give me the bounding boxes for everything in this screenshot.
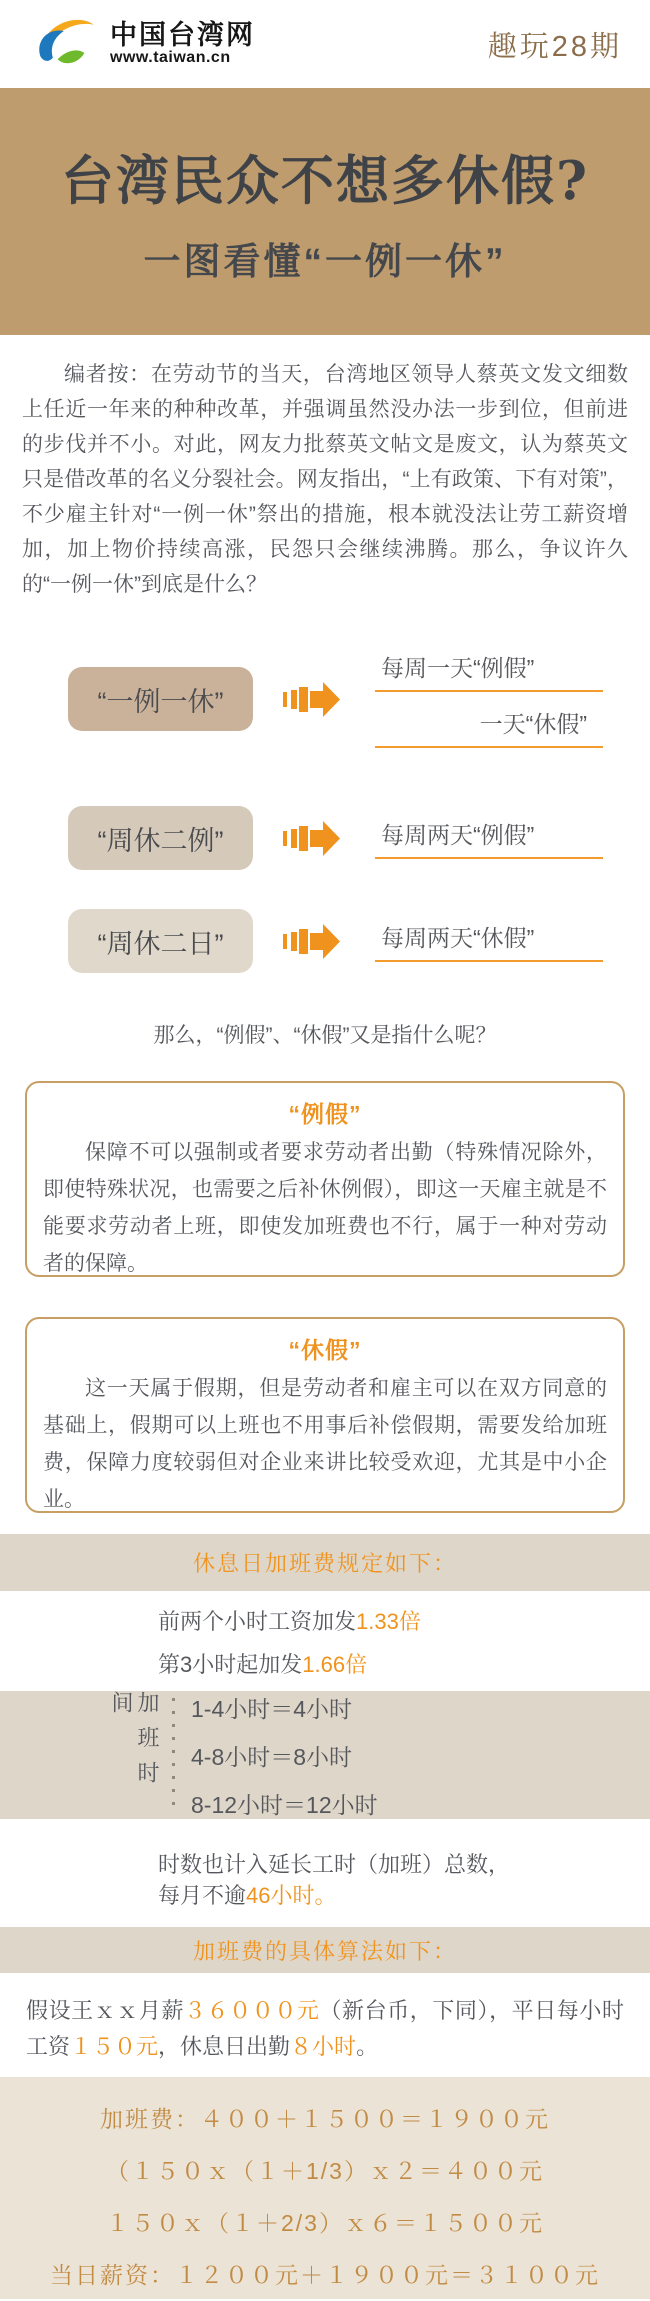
calc-line: 加班费：４００＋１５００＝１９００元 [100,2106,550,2132]
rule-line [158,1648,650,1678]
table-row: 1-4小时＝4小时 [191,1695,353,1722]
note-line: 时数也计入延长工时（加班）总数， [158,1852,511,1877]
assumption-text: 假设王ｘｘ月薪 [26,1998,185,2023]
calc-line: １５０ｘ（１＋2/3）ｘ６＝１５００元 [106,2210,544,2236]
mapping-result: 每周两天“例假” [375,817,603,859]
mapping-result: 一天“休假” [375,706,603,748]
note-line [158,1880,650,1911]
term-box: “一例一休” [68,667,253,731]
issue-label: 趣玩28期 [487,30,622,63]
assumption-text: 。 [356,2034,379,2059]
section-band-calculation: 加班费的具体算法如下： [0,1927,650,1973]
rule-text: 第3小时起加发 [158,1652,303,1677]
calc-line: 当日薪资：１２００元＋１９００元＝３１００元 [50,2262,600,2288]
mapping-row-zhouxiu-erri [68,909,650,973]
title-banner [0,88,650,335]
header [0,0,650,88]
term-box: “周休二日” [68,909,253,973]
definition-title: “休假” [288,1337,362,1363]
mapping-results [375,920,603,962]
assumption-paragraph [26,1993,624,2067]
definition-body: 保障不可以强制或者要求劳动者出勤（特殊情况除外，即使特殊状况，也需要之后补休例假），即这一天雇主就是不能要求劳动者上班，即使发加班费也不行，属于一种对劳动者的保障。 [43,1141,607,1275]
mapping-result: 每周一天“例假” [375,650,603,692]
dotted-divider [172,1698,175,1812]
rule-highlight: 1.33倍 [356,1609,421,1634]
assumption-highlight: ３６０００元 [184,1998,320,2023]
taiwan-net-logo-icon [34,12,100,77]
definition-card-lijia [25,1081,625,1277]
calc-line: （１５０ｘ（１＋1/3）ｘ２＝４００元 [106,2158,544,2184]
assumption-highlight: ８小时 [290,2034,357,2059]
page-title: 台湾民众不想多休假? [60,149,590,212]
site-url: www.taiwan.cn [110,48,231,66]
rule-highlight: 1.66倍 [302,1652,368,1677]
table-label: 加班时间 [109,1691,160,1796]
arrow-right-icon [283,819,341,857]
note-highlight: 46小时。 [246,1883,337,1908]
definition-card-xiujia [25,1317,625,1513]
brand-text [110,21,255,66]
arrow-right-icon [283,922,341,960]
table-row: 8-12小时＝12小时 [191,1791,378,1818]
arrow-right-icon [283,680,341,718]
assumption-highlight: １５０元 [70,2034,159,2059]
mapping-results [375,650,603,748]
overtime-rules [158,1605,650,1678]
term-box: “周休二例” [68,806,253,870]
mapping-row-yili-yixiu [68,650,650,748]
question-line: 那么，“例假”、“休假”又是指什么呢？ [153,1024,497,1047]
rule-line [158,1605,650,1635]
assumption-text: （新台币，下同），平日每小 [319,1998,602,2023]
mapping-row-zhouxiu-erli [68,806,650,870]
rule-text: 前两个小时工资加发 [158,1609,357,1634]
assumption-text: 时工资 [26,1998,624,2059]
definition-body: 这一天属于假期，但是劳动者和雇主可以在双方同意的基础上，假期可以上班也不用事后补偿假期，需要发给加班费，保障力度较弱但对企业来讲比较受欢迎，尤其是中小企业。 [43,1377,607,1511]
mapping-result: 每周两天“休假” [375,920,603,962]
overtime-hours-table [0,1691,650,1819]
note-text: 每月不逾 [158,1883,247,1908]
mapping-results [375,817,603,859]
site-logo[interactable] [34,12,255,77]
definition-title: “例假” [288,1101,362,1127]
section-band-overtime-rules: 休息日加班费规定如下： [0,1534,650,1591]
calculation-block [0,2077,650,2299]
editor-note: 编者按：在劳动节的当天，台湾地区领导人蔡英文发文细数上任近一年来的种种改革，并强调虽然没办法一步到位，但前进的步伐并不小。对此，网友力批蔡英文帖文是废文，认为蔡英文只是借改革的名义分裂社会。网友指出，“上有政策、下有对策”，不少雇主针对“一例一休”祭出的措施，根本就没法让劳工薪资增加，加上物价持续高涨，民怨只会继续沸腾。那么，争议许久的“一例一休”到底是什么？ [22,363,628,596]
page-subtitle: 一图看懂“一例一休” [143,240,507,282]
table-row: 4-8小时＝8小时 [191,1743,353,1770]
site-name: 中国台湾网 [110,20,255,51]
overtime-note [158,1849,650,1911]
assumption-text: ，休息日出勤 [158,2034,291,2059]
table-rows [191,1691,378,1820]
